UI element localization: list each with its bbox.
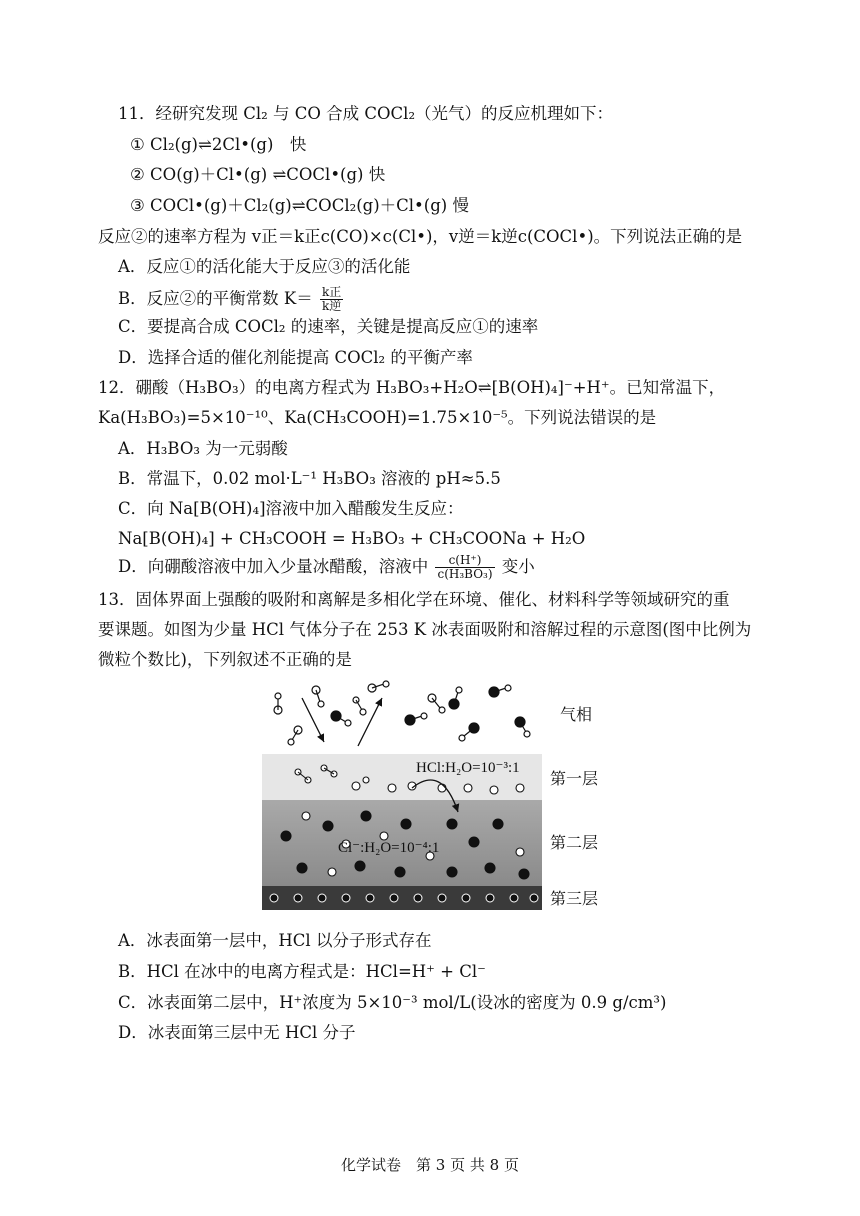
q11-option-b-text: B．反应②的平衡常数 K＝: [118, 289, 313, 308]
q11-step-1: ① Cl₂(g)⇌2Cl•(g) 快: [130, 135, 307, 154]
q13-stem-1: 13．固体界面上强酸的吸附和离解是多相化学在环境、催化、材料科学等领域研究的重: [98, 590, 730, 609]
q13-option-d: D．冰表面第三层中无 HCl 分子: [118, 1023, 356, 1042]
q11-step-2: ② CO(g)＋Cl•(g) ⇌COCl•(g) 快: [130, 165, 386, 184]
layer-1-label: 第一层: [550, 769, 599, 788]
q13-option-b: B．HCl 在冰中的电离方程式是：HCl=H⁺ + Cl⁻: [118, 962, 486, 981]
q13-stem-2: 要课题。如图为少量 HCl 气体分子在 253 K 冰表面吸附和溶解过程的示意图(图中比例为: [98, 620, 752, 639]
layer-1-ratio: HCl:H₂O=10⁻³:1: [416, 760, 520, 776]
layer-2-label: 第二层: [550, 833, 599, 852]
page-footer: 化学试卷 第 3 页 共 8 页: [341, 1156, 519, 1174]
ice-surface-diagram: [262, 676, 682, 916]
q11-option-a: A．反应①的活化能大于反应③的活化能: [118, 257, 411, 276]
q11-option-d: D．选择合适的催化剂能提高 COCl₂ 的平衡产率: [118, 348, 473, 367]
fraction-numerator: c(H⁺): [435, 554, 494, 568]
q12-option-d-suffix: 变小: [501, 557, 535, 576]
q13-option-c: C．冰表面第二层中，H⁺浓度为 5×10⁻³ mol/L(设冰的密度为 0.9 g/cm³): [118, 993, 667, 1012]
q12-option-c: C．向 Na[B(OH)₄]溶液中加入醋酸发生反应：: [118, 499, 464, 518]
layer-3-band: [262, 886, 542, 910]
q12-stem-1: 12．硼酸（H₃BO₃）的电离方程式为 H₃BO₃+H₂O⇌[B(OH)₄]⁻+H⁺。已知常温下，: [98, 378, 726, 397]
q11-option-b: [118, 284, 345, 314]
q12-option-c-equation: Na[B(OH)₄] + CH₃COOH = H₃BO₃ + CH₃COONa + H₂O: [118, 529, 586, 548]
q12-option-d-fraction: [435, 554, 494, 581]
fraction-numerator: k正: [321, 285, 342, 299]
q12-option-a: A．H₃BO₃ 为一元弱酸: [118, 439, 288, 458]
q11-option-c: C．要提高合成 COCl₂ 的速率，关键是提高反应①的速率: [118, 317, 539, 336]
gas-phase-label: 气相: [560, 705, 593, 724]
q12-stem-2: Ka(H₃BO₃)=5×10⁻¹⁰、Ka(CH₃COOH)=1.75×10⁻⁵。下列说法错误的是: [98, 408, 657, 427]
q12-option-d-text: D．向硼酸溶液中加入少量冰醋酸，溶液中: [118, 557, 429, 576]
q13-option-a: A．冰表面第一层中，HCl 以分子形式存在: [118, 931, 432, 950]
q13-stem-3: 微粒个数比)，下列叙述不正确的是: [98, 650, 352, 669]
q11-option-b-fraction: [320, 286, 343, 313]
q12-option-b: B．常温下，0.02 mol·L⁻¹ H₃BO₃ 溶液的 pH≈5.5: [118, 469, 501, 488]
gas-phase-molecules: [274, 681, 530, 745]
q11-stem: 11．经研究发现 Cl₂ 与 CO 合成 COCl₂（光气）的反应机理如下：: [118, 104, 614, 123]
fraction-denominator: k逆: [321, 299, 342, 313]
desorption-arrow: [358, 698, 382, 746]
q12-option-d: [118, 551, 535, 583]
q11-rate-line: 反应②的速率方程为 v正＝k正c(CO)×c(Cl•)，v逆＝k逆c(COCl•)。下列说法正确的是: [98, 227, 743, 246]
layer-2-ratio: Cl⁻:H₂O=10⁻⁴:1: [338, 840, 440, 856]
layer-3-label: 第三层: [550, 889, 599, 908]
fraction-denominator: c(H₃BO₃): [437, 567, 493, 581]
ice-surface-figure: [262, 676, 682, 916]
q11-step-3: ③ COCl•(g)＋Cl₂(g)⇌COCl₂(g)＋Cl•(g) 慢: [130, 196, 469, 215]
